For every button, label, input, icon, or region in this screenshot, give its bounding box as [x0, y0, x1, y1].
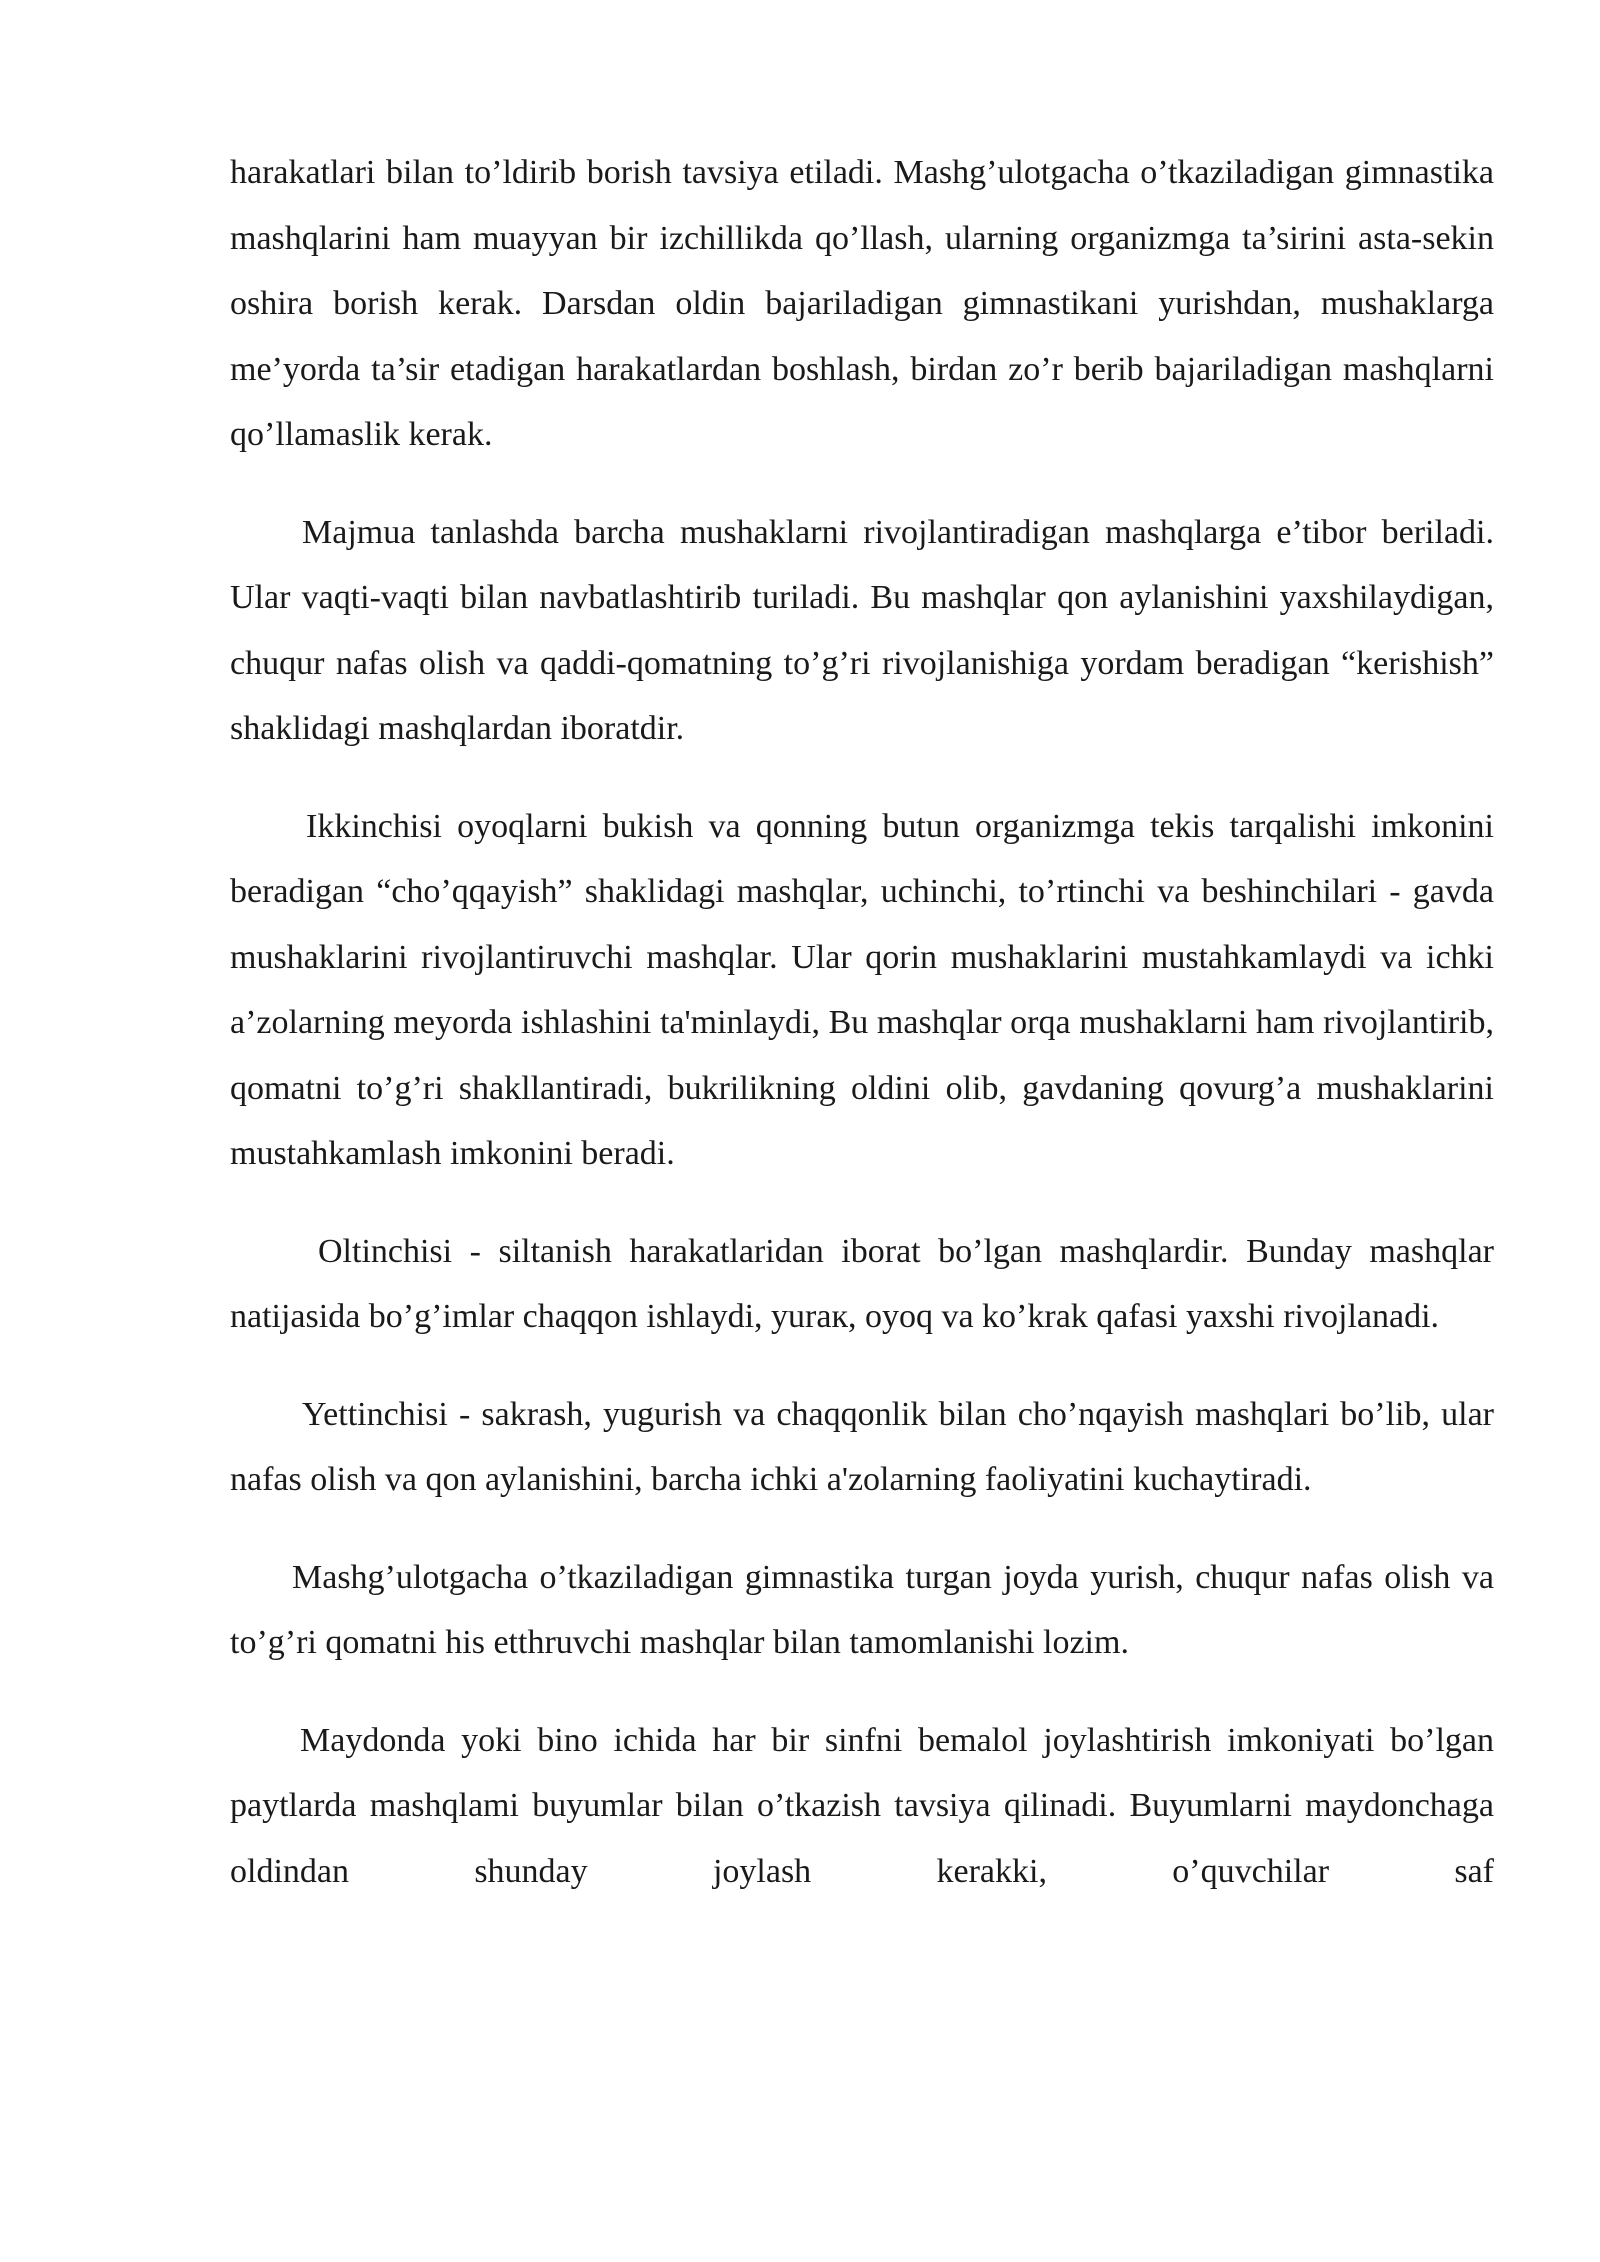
paragraph-1: harakatlari bilan to’ldirib borish tavsiya etiladi. Mashg’ulotgacha o’tkaziladigan gimnastika mashqlarini ham muayyan bir izchillikda qo’llash, ularning organizmga ta’sirini asta-sekin oshira borish kerak. Darsdan oldin bajariladigan gimnastikani yurishdan, mushaklarga me’yorda ta’sir etadigan harakatlardan boshlash, birdan zo’r berib bajariladigan mashqlarni qo’llamaslik kerak.: [230, 154, 1494, 453]
paragraph-5: Yettinchisi - sakrash, yugurish va chaqqonlik bilan cho’nqayish mashqlari bo’lib, ular nafas olish va qon aylanishini, barcha ichki a'zolarning faoliyatini kuchaytiradi.: [230, 1395, 1494, 1498]
paragraph-3: Ikkinchisi oyoqlarni bukish va qonning butun organizmga tekis tarqalishi imkonini beradigan “cho’qqayish” shaklidagi mashqlar, uchinchi, to’rtinchi va beshinchilari - gavda mushaklarini rivojlantiruvchi mashqlar. Ular qorin mushaklarini mustahkamlaydi va ichki a’zolarning meyorda ishlashini ta'minlaydi, Bu mashqlar orqa mushaklarni ham rivojlantirib, qomatni to’g’ri shakllantiradi, bukrilikning oldini olib, gavdaning qovurg’a mushaklarini mustahkamlash imkonini beradi.: [230, 807, 1494, 1172]
paragraph-6: Mashg’ulotgacha o’tkaziladigan gimnastika turgan joyda yurish, chuqur nafas olish va to’g’ri qomatni his etthruvchi mashqlar bilan tamomlanishi lozim.: [230, 1558, 1494, 1661]
paragraph-4: Oltinchisi - siltanish harakatlaridan iborat bo’lgan mashqlardir. Bunday mashqlar natijasida bo’g’imlar chaqqon ishlaydi, yurак, oyoq va ko’krak qafasi yaxshi rivojlanadi.: [230, 1232, 1494, 1335]
document-page: [230, 140, 1494, 1936]
paragraph-2: Majmua tanlashda barcha mushaklarni rivojlantiradigan mashqlarga e’tibor beriladi. Ular vaqti-vaqti bilan navbatlashtirib turiladi. Bu mashqlar qon aylanishini yaxshilaydigan, chuqur nafas olish va qaddi-qomatning to’g’ri rivojlanishiga yordam beradigan “kerishish” shaklidagi mashqlardan iboratdir.: [230, 513, 1494, 747]
paragraph-7: Maydonda yoki bino ichida har bir sinfni bemalol joylashtirish imkoniyati bo’lgan paytlarda mashqlami buyumlar bilan o’tkazish tavsiya qilinadi. Buyumlarni maydonchaga oldindan shunday joylash kerakki, o’quvchilar saf: [230, 1721, 1494, 1890]
